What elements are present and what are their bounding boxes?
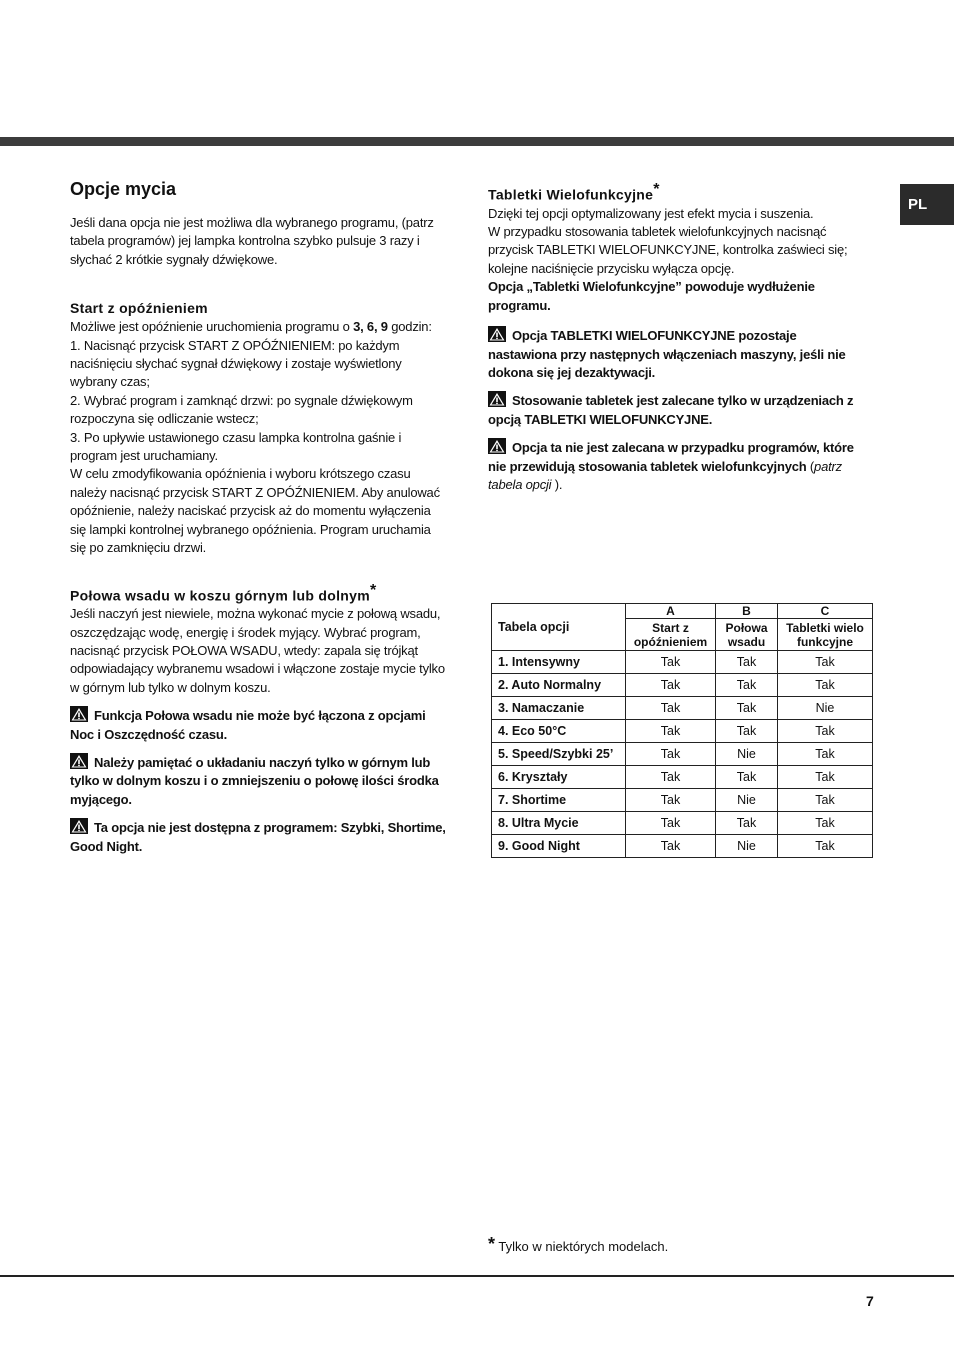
- row-cell-c: Tak: [778, 835, 873, 858]
- row-cell-b: Tak: [716, 674, 778, 697]
- row-cell-c: Nie: [778, 697, 873, 720]
- warning-icon: [488, 326, 506, 342]
- tablets-p3: Opcja „Tabletki Wielofunkcyjne” powoduje wydłużenie programu.: [488, 279, 815, 313]
- row-cell-b: Tak: [716, 766, 778, 789]
- tablets-warning-3: Opcja ta nie jest zalecana w przypadku programów, które nie przewidują stosowania tabletek wielofunkcyjnych (patrz tabela opcji ).: [488, 440, 854, 492]
- warning-icon: [70, 706, 88, 722]
- column-letter-b: B: [716, 604, 778, 619]
- row-cell-a: Tak: [626, 651, 716, 674]
- row-cell-b: Tak: [716, 720, 778, 743]
- tablets-p1: Dzięki tej opcji optymalizowany jest efekt mycia i suszenia.: [488, 205, 814, 221]
- left-column: [70, 178, 446, 856]
- row-cell-b: Tak: [716, 651, 778, 674]
- column-letter-a: A: [626, 604, 716, 619]
- table-row: [492, 720, 873, 743]
- row-name: 9. Good Night: [492, 835, 626, 858]
- table-header-letters: [492, 604, 873, 619]
- row-name: 3. Namaczanie: [492, 697, 626, 720]
- row-cell-a: Tak: [626, 812, 716, 835]
- header-bar: [0, 137, 954, 146]
- warning-icon: [70, 818, 88, 834]
- delay-step1: 1. Nacisnąć przycisk START Z OPÓŹNIENIEM: po każdym naciśnięciu słychać sygnał dźwiękowy i zostaje wyświetlony wybrany czas;: [70, 337, 402, 390]
- footnote: * Tylko w niektórych modelach.: [488, 1234, 669, 1254]
- tablets-p2: W przypadku stosowania tabletek wielofunkcyjnych nacisnąć przycisk TABLETKI WIELOFUNKCYJNE, kontrolka zaświeci się; kolejne naciśnięcie przycisku wyłącza opcję.: [488, 224, 848, 276]
- half-warning-1: Funkcja Połowa wsadu nie może być łączona z opcjami Noc i Oszczędność czasu.: [70, 708, 426, 742]
- tablets-heading: Tabletki Wielofunkcyjne*: [488, 181, 660, 203]
- row-cell-c: Tak: [778, 720, 873, 743]
- warning-icon: [488, 391, 506, 407]
- tablets-warning-1: Opcja TABLETKI WIELOFUNKCYJNE pozostaje nastawiona przy następnych włączeniach maszyny, jeśli nie dokona się jej dezaktywacji.: [488, 328, 846, 380]
- delay-modify: W celu zmodyfikowania opóźnienia i wyboru krótszego czasu należy nacisnąć przycisk START Z OPÓŹNIENIEM. Aby anulować opóźnienie, należy naciskać przycisk aż do momentu wyłączenia się lampki kontrolnej wybranego opóźnienia. Program uruchamia się po zamknięciu drzwi.: [70, 466, 440, 556]
- half-warning-3: Ta opcja nie jest dostępna z programem: Szybki, Shortime, Good Night.: [70, 820, 446, 854]
- table-row: [492, 766, 873, 789]
- column-label-a: Start z opóźnieniem: [626, 619, 716, 651]
- table-row: [492, 674, 873, 697]
- footer-rule: [0, 1275, 954, 1277]
- column-label-c: Tabletki wielo funkcyjne: [778, 619, 873, 651]
- warning-icon: [488, 438, 506, 454]
- row-cell-a: Tak: [626, 720, 716, 743]
- table-row: [492, 812, 873, 835]
- row-cell-a: Tak: [626, 766, 716, 789]
- column-letter-c: C: [778, 604, 873, 619]
- table-row: [492, 697, 873, 720]
- row-cell-c: Tak: [778, 674, 873, 697]
- row-cell-a: Tak: [626, 835, 716, 858]
- row-name: 4. Eco 50°C: [492, 720, 626, 743]
- row-name: 6. Kryształy: [492, 766, 626, 789]
- table-corner: Tabela opcji: [492, 604, 626, 651]
- language-tab: PL: [900, 184, 954, 225]
- row-cell-a: Tak: [626, 789, 716, 812]
- row-name: 7. Shortime: [492, 789, 626, 812]
- page-number: 7: [866, 1293, 874, 1309]
- row-name: 1. Intensywny: [492, 651, 626, 674]
- delay-step2: 2. Wybrać program i zamknąć drzwi: po sygnale dźwiękowym rozpoczyna się odliczanie wstecz;: [70, 392, 413, 427]
- right-column: [488, 178, 860, 494]
- table-row: [492, 835, 873, 858]
- table-row: [492, 743, 873, 766]
- row-cell-c: Tak: [778, 789, 873, 812]
- warning-icon: [70, 753, 88, 769]
- row-cell-c: Tak: [778, 766, 873, 789]
- row-cell-b: Nie: [716, 835, 778, 858]
- half-load-heading: Połowa wsadu w koszu górnym lub dolnym*: [70, 581, 377, 604]
- table-row: [492, 789, 873, 812]
- row-name: 5. Speed/Szybki 25’: [492, 743, 626, 766]
- row-name: 2. Auto Normalny: [492, 674, 626, 697]
- page-title: Opcje mycia: [70, 179, 177, 199]
- table-row: [492, 651, 873, 674]
- options-table: [491, 603, 873, 858]
- column-label-b: Połowa wsadu: [716, 619, 778, 651]
- row-cell-b: Nie: [716, 789, 778, 812]
- intro-text: Jeśli dana opcja nie jest możliwa dla wybranego programu, (patrz tabela programów) jej lampka kontrolna szybko pulsuje 3 razy i słychać 2 krótkie sygnały dźwiękowe.: [70, 215, 434, 267]
- row-cell-b: Nie: [716, 743, 778, 766]
- delay-line1: Możliwe jest opóźnienie uruchomienia programu o 3, 6, 9 godzin:: [70, 319, 432, 335]
- row-cell-b: Tak: [716, 812, 778, 835]
- delay-step3: 3. Po upływie ustawionego czasu lampka kontrolna gaśnie i program jest uruchamiany.: [70, 429, 402, 464]
- half-load-body: Jeśli naczyń jest niewiele, można wykonać mycie z połową wsadu, oszczędzając wodę, energię i środek myjący. Wybrać program, nacisnąć przycisk POŁOWA WSADU, wtedy: zapala się trójkąt odpowiadający wybranemu wsadowi i włączone zostaje mycie tylko w górnym lub tylko w dolnym koszu.: [70, 606, 445, 695]
- half-warning-2: Należy pamiętać o układaniu naczyń tylko w górnym lub tylko w dolnym koszu i o zmniejszeniu o połowę ilości środka myjącego.: [70, 755, 439, 807]
- row-cell-a: Tak: [626, 697, 716, 720]
- row-cell-c: Tak: [778, 651, 873, 674]
- row-cell-c: Tak: [778, 743, 873, 766]
- tablets-warning-2: Stosowanie tabletek jest zalecane tylko w urządzeniach z opcją TABLETKI WIELOFUNKCYJNE.: [488, 393, 854, 427]
- row-cell-a: Tak: [626, 743, 716, 766]
- row-cell-c: Tak: [778, 812, 873, 835]
- delay-heading: Start z opóźnieniem: [70, 300, 208, 317]
- row-cell-a: Tak: [626, 674, 716, 697]
- row-name: 8. Ultra Mycie: [492, 812, 626, 835]
- row-cell-b: Tak: [716, 697, 778, 720]
